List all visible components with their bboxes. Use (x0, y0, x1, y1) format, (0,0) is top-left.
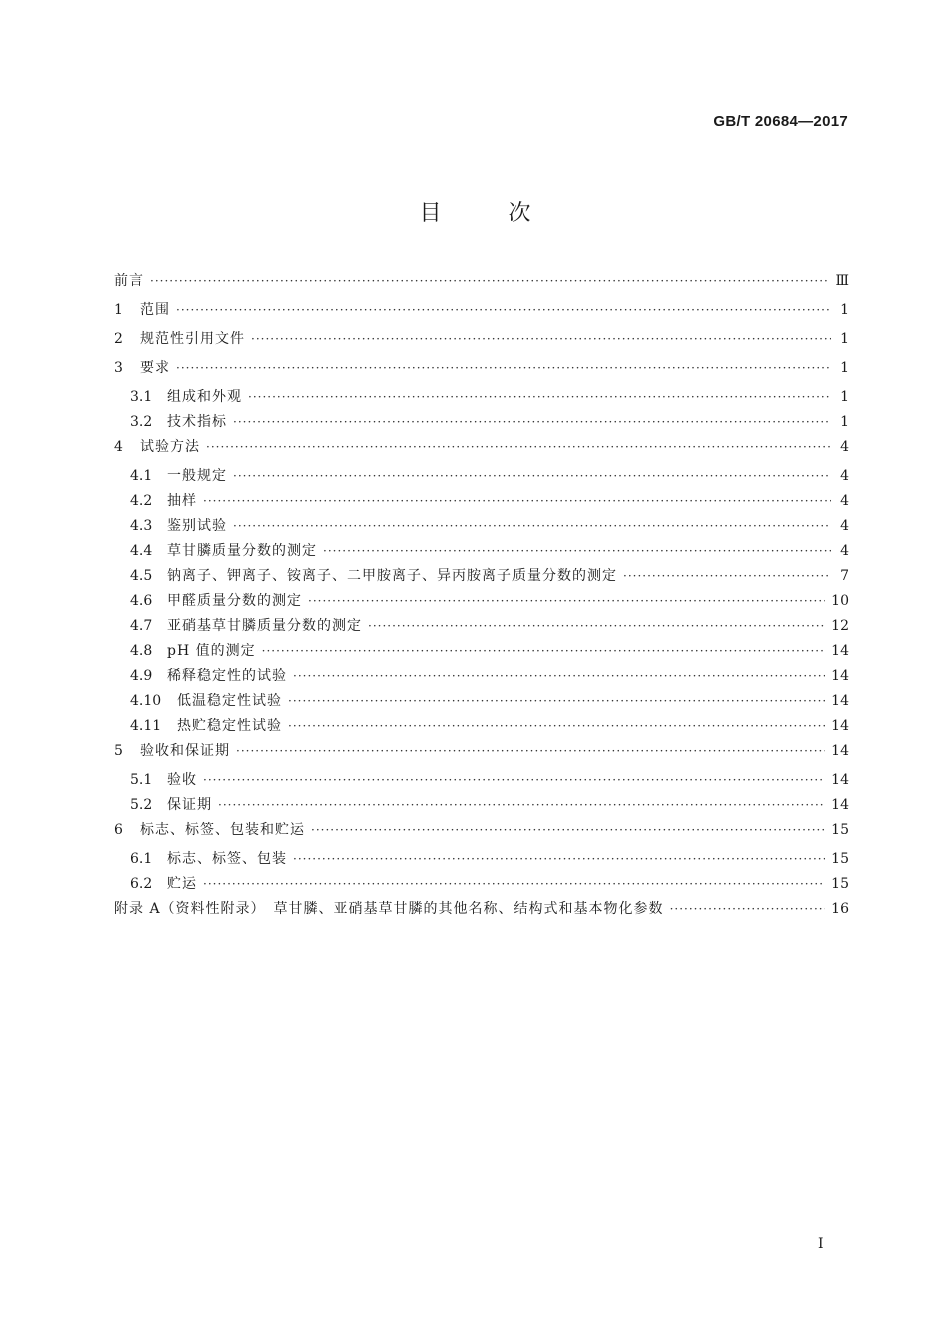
toc-dot-leader (236, 744, 825, 758)
toc-entry[interactable] (114, 665, 849, 690)
toc-entry-page: 15 (831, 822, 849, 838)
toc-entry-number: 5.1 (130, 772, 153, 788)
toc-dot-leader (176, 303, 831, 317)
toc-entry[interactable] (114, 615, 849, 640)
toc-entry[interactable] (114, 436, 849, 465)
toc-entry[interactable] (114, 794, 849, 819)
toc-entry-title: 范围 (140, 302, 170, 318)
toc-entry-page: 14 (831, 643, 849, 659)
toc-entry[interactable] (114, 565, 849, 590)
toc-dot-leader (288, 694, 825, 708)
toc-dot-leader (308, 594, 825, 608)
toc-entry[interactable] (114, 873, 849, 898)
toc-entry-page: 16 (831, 901, 849, 917)
toc-entry-number: 3.2 (130, 414, 153, 430)
toc-entry-title: 组成和外观 (167, 389, 242, 405)
toc-dot-leader (176, 361, 831, 375)
toc-entry-title: 草甘膦质量分数的测定 (167, 543, 317, 559)
toc-entry-title: 技术指标 (167, 414, 227, 430)
toc-dot-leader (203, 494, 831, 508)
toc-entry-title: 稀释稳定性的试验 (167, 668, 287, 684)
toc-entry-number: 4.9 (130, 668, 153, 684)
toc-entry-page: Ⅲ (835, 273, 849, 289)
toc-entry[interactable] (114, 328, 849, 357)
toc-entry-title: 甲醛质量分数的测定 (167, 593, 302, 609)
toc-entry-title: 前言 (114, 273, 144, 289)
toc-entry[interactable] (114, 690, 849, 715)
toc-entry-number: 4.7 (130, 618, 153, 634)
toc-entry[interactable] (114, 270, 849, 299)
page-title (0, 196, 950, 227)
toc-entry-title: 规范性引用文件 (140, 331, 245, 347)
toc-entry-number: 4.2 (130, 493, 153, 509)
toc-entry-number: 6 (114, 822, 123, 838)
toc-entry[interactable] (114, 386, 849, 411)
toc-entry-title: 保证期 (167, 797, 212, 813)
toc-entry[interactable] (114, 465, 849, 490)
toc-entry[interactable] (114, 515, 849, 540)
toc-entry-number: 5.2 (130, 797, 153, 813)
toc-dot-leader (203, 877, 825, 891)
toc-entry-title: 一般规定 (167, 468, 227, 484)
toc-entry-title: 抽样 (167, 493, 197, 509)
toc-entry-title: 要求 (140, 360, 170, 376)
toc-entry[interactable] (114, 898, 849, 927)
toc-dot-leader (233, 519, 831, 533)
toc-dot-leader (262, 644, 826, 658)
toc-entry-page: 1 (840, 414, 849, 430)
toc-entry[interactable] (114, 540, 849, 565)
toc-dot-leader (670, 902, 826, 916)
toc-entry-page: 14 (831, 797, 849, 813)
toc-entry-page: 15 (831, 876, 849, 892)
toc-entry-page: 14 (831, 668, 849, 684)
toc-entry-page: 1 (840, 302, 849, 318)
toc-dot-leader (293, 669, 825, 683)
toc-entry-number: 3.1 (130, 389, 153, 405)
toc-entry-number: 4.11 (130, 718, 162, 734)
toc-entry-number: 4.6 (130, 593, 153, 609)
toc-entry[interactable] (114, 590, 849, 615)
toc-dot-leader (251, 332, 831, 346)
toc-entry-number: 4.5 (130, 568, 153, 584)
toc-entry-title: 标志、标签、包装和贮运 (140, 822, 305, 838)
toc-dot-leader (368, 619, 825, 633)
toc-dot-leader (248, 390, 831, 404)
toc-dot-leader (623, 569, 831, 583)
toc-entry-page: 15 (831, 851, 849, 867)
toc-entry-page: 1 (840, 360, 849, 376)
toc-entry[interactable] (114, 819, 849, 848)
toc-entry-page: 12 (831, 618, 849, 634)
toc-entry-title: 验收和保证期 (140, 743, 230, 759)
toc-entry-title: 热贮稳定性试验 (177, 718, 282, 734)
toc-entry-page: 14 (831, 772, 849, 788)
toc-entry-page: 4 (840, 493, 849, 509)
toc-dot-leader (233, 415, 831, 429)
toc-entry[interactable] (114, 411, 849, 436)
toc-entry-number: 4.10 (130, 693, 162, 709)
toc-entry-page: 14 (831, 693, 849, 709)
toc-entry-title: pH 值的测定 (167, 643, 256, 659)
toc-entry-title: 验收 (167, 772, 197, 788)
toc-dot-leader (206, 440, 831, 454)
toc-dot-leader (203, 773, 825, 787)
toc-entry-number: 4.4 (130, 543, 153, 559)
toc-dot-leader (293, 852, 825, 866)
toc-entry-title: 亚硝基草甘膦质量分数的测定 (167, 618, 362, 634)
toc-dot-leader (233, 469, 831, 483)
toc-entry-number: 2 (114, 331, 123, 347)
toc-entry-page: 4 (840, 439, 849, 455)
toc-entry-title: 钠离子、钾离子、铵离子、二甲胺离子、异丙胺离子质量分数的测定 (167, 568, 617, 584)
toc-entry-number: 1 (114, 302, 123, 318)
toc-dot-leader (288, 719, 825, 733)
toc-entry[interactable] (114, 299, 849, 328)
standard-code: GB/T 20684—2017 (713, 113, 848, 130)
toc-entry[interactable] (114, 357, 849, 386)
toc-entry-title: 低温稳定性试验 (177, 693, 282, 709)
toc-entry-page: 7 (840, 568, 849, 584)
toc-entry-page: 4 (840, 468, 849, 484)
toc-entry-number: 4.8 (130, 643, 153, 659)
toc-entry[interactable] (114, 715, 849, 740)
page-number: I (818, 1236, 824, 1252)
toc-entry-page: 4 (840, 543, 849, 559)
toc-entry-page: 4 (840, 518, 849, 534)
toc-entry-number: 4 (114, 439, 123, 455)
toc-entry-page: 14 (831, 718, 849, 734)
toc-dot-leader (311, 823, 825, 837)
toc-entry-number: 5 (114, 743, 123, 759)
toc-dot-leader (218, 798, 825, 812)
title-part-2: 次 (508, 201, 531, 226)
table-of-contents (114, 270, 849, 927)
toc-dot-leader (323, 544, 831, 558)
title-part-1: 目 (419, 201, 442, 226)
toc-entry-title: 标志、标签、包装 (167, 851, 287, 867)
toc-entry-page: 14 (831, 743, 849, 759)
toc-entry[interactable] (114, 490, 849, 515)
toc-entry-number: 6.1 (130, 851, 153, 867)
toc-entry-number: 3 (114, 360, 123, 376)
toc-entry-number: 4.1 (130, 468, 153, 484)
toc-entry-page: 1 (840, 389, 849, 405)
toc-entry-number: 4.3 (130, 518, 153, 534)
toc-entry[interactable] (114, 740, 849, 769)
toc-dot-leader (150, 274, 829, 288)
toc-entry-title: 附录 A（资料性附录） 草甘膦、亚硝基草甘膦的其他名称、结构式和基本物化参数 (114, 901, 664, 917)
toc-entry-page: 1 (840, 331, 849, 347)
toc-entry-page: 10 (831, 593, 849, 609)
toc-entry-title: 贮运 (167, 876, 197, 892)
toc-entry-number: 6.2 (130, 876, 153, 892)
toc-entry[interactable] (114, 769, 849, 794)
toc-entry[interactable] (114, 640, 849, 665)
toc-entry[interactable] (114, 848, 849, 873)
toc-entry-title: 试验方法 (140, 439, 200, 455)
toc-entry-title: 鉴别试验 (167, 518, 227, 534)
